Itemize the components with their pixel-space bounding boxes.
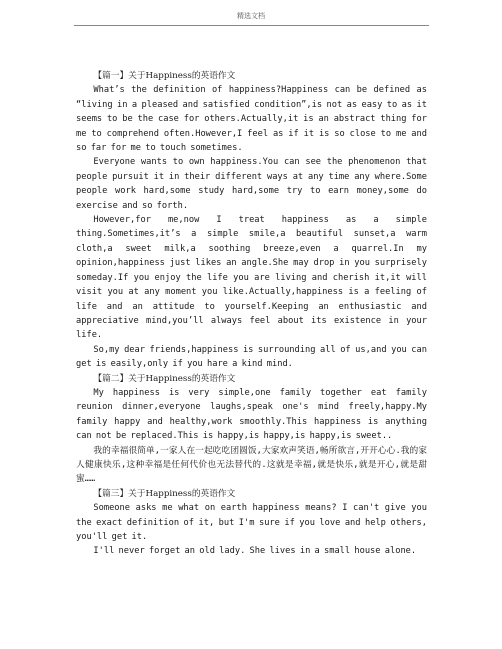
section-heading-3 <box>76 487 427 501</box>
paragraph: My happiness is very simple,one family together eat family reunion dinner,everyone laughs,speak one's mind freely,happy.My family happy and healthy,work smoothly.This happiness is anything can not be replaced.This is happy,is happy,is happy,is sweet.. <box>76 387 427 442</box>
heading-text: 关于Happiness的英语作文 <box>128 71 236 81</box>
document-body <box>76 69 427 559</box>
heading-prefix: 【篇一】 <box>93 71 129 81</box>
section-heading-2 <box>76 372 427 386</box>
paragraph: What’s the definition of happiness?Happiness can be defined as “living in a pleased and satisfied condition”,is not as easy to as it seems to be the case for others.Actually,it is an abstract thing for me to comprehend often.However,I feel as if it is so close to me and so far for me to touch sometimes. <box>76 85 427 154</box>
heading-prefix: 【篇二】 <box>93 373 129 384</box>
paragraph: So,my dear friends,happiness is surrounding all of us,and you can get is easily,only if you hare a kind mind. <box>76 344 427 370</box>
page-header: 精选文档 <box>237 12 265 20</box>
paragraph: I'll never forget an old lady. She lives in a small house alone. <box>93 546 417 557</box>
paragraph-chinese: 我的幸福很简单,一家人在一起吃吃团圆饭,大家欢声笑语,畅所欲言,开开心心.我的家人健康快乐,这种幸福是任何代价也无法替代的.这就是幸福,就是快乐,就是开心,就是甜蜜…… <box>76 445 427 485</box>
section-heading-1 <box>76 69 427 83</box>
paragraph: However,for me,now I treat happiness as a simple thing.Sometimes,it’s a simple smile,a beautiful sunset,a warm cloth,a sweet milk,a soothing breeze,even a quarrel.In my opinion,happiness just likes an angle.She may drop in you surprisely someday.If you enjoy the life you are living and cherish it,it will visit you at any moment you like.Actually,happiness is a feeling of life and an attitude to yourself.Keeping an enthusiastic and appreciative mind,you’ll always feel about its existence in your life. <box>76 215 427 341</box>
heading-prefix: 【篇三】 <box>93 488 129 499</box>
header-divider <box>74 25 429 26</box>
paragraph: Everyone wants to own happiness.You can see the phenomenon that people pursuit it in their different ways at any time any where.Some people work hard,some study hard,some try to earn money,some do exercise and so forth. <box>76 157 427 211</box>
paragraph: Someone asks me what on earth happiness means? I can't give you the exact definition of it, but I'm sure if you love and help others, you'll get it. <box>76 503 427 542</box>
heading-text: 关于Happiness的英语作文 <box>128 488 236 499</box>
heading-text: 关于Happiness的英语作文 <box>128 373 236 384</box>
